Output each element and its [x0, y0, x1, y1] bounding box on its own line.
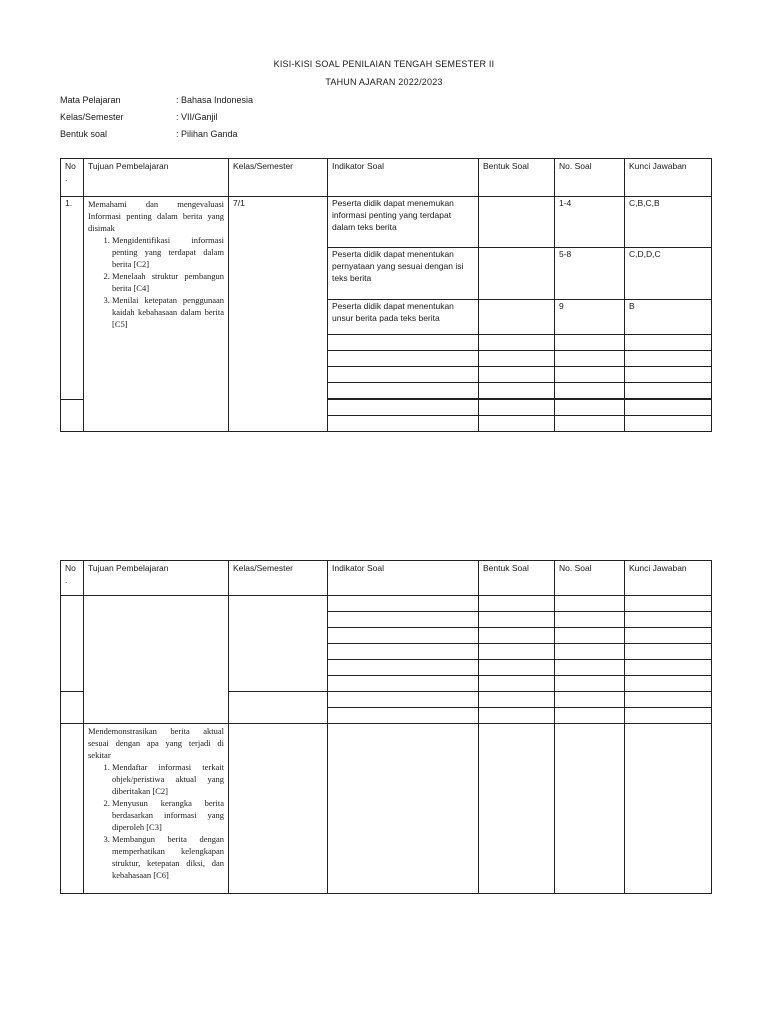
tujuan-list	[88, 761, 224, 881]
meta-label-class: Kelas/Semester	[60, 112, 124, 122]
meta-label-form: Bentuk soal	[60, 129, 108, 139]
tujuan-cell	[84, 724, 229, 894]
academic-year: TAHUN AJARAN 2022/2023	[325, 77, 443, 87]
header-kelas: Kelas/Semester	[229, 561, 328, 596]
meta-label-subject: Mata Pelajaran	[60, 95, 121, 105]
list-item: 3. Menilai ketepatan penggunaan kaidah kebahasaan dalam berita [C5]	[112, 294, 224, 330]
indikator-cell: Peserta didik dapat menentukan pernyataan yang sesuai dengan isi teks berita	[328, 248, 479, 300]
header-bentuk: Bentuk Soal	[479, 159, 555, 197]
tujuan-intro: Memahami dan mengevaluasi Informasi penting dalam berita yang disimak	[88, 199, 224, 233]
document-title: KISI-KISI SOAL PENILAIAN TENGAH SEMESTER II	[273, 59, 495, 69]
blueprint-table-1	[60, 158, 712, 432]
row-number: 1.	[61, 197, 84, 400]
header-no: No .	[61, 561, 84, 596]
kunci-cell: C,D,D,C	[625, 248, 712, 300]
bentuk-cell	[479, 300, 555, 335]
kunci-cell: C,B,C,B	[625, 197, 712, 248]
meta-value-class: : VII/Ganjil	[176, 112, 218, 122]
list-item: 2. Menyusun kerangka berita berdasarkan informasi yang diperoleh [C3]	[112, 797, 224, 833]
kelas-cell: 7/1	[229, 197, 328, 432]
header-tujuan: Tujuan Pembelajaran	[84, 159, 229, 197]
list-item: 1. Mengidentifikasi informasi penting yang terdapat dalam berita [C2]	[112, 234, 224, 270]
header-tujuan: Tujuan Pembelajaran	[84, 561, 229, 596]
header-kunci: Kunci Jawaban	[625, 159, 712, 197]
blueprint-table-2	[60, 560, 712, 894]
list-item: 3. Membangun berita dengan memperhatikan kelengkapan struktur, ketepatan diksi, dan kebahasaan [C6]	[112, 833, 224, 881]
meta-value-form: : Pilihan Ganda	[176, 129, 238, 139]
header-bentuk: Bentuk Soal	[479, 561, 555, 596]
header-indikator: Indikator Soal	[328, 159, 479, 197]
tujuan-list	[88, 234, 224, 330]
header-nosoal: No. Soal	[555, 561, 625, 596]
table-header-row	[61, 159, 712, 197]
meta-value-subject: : Bahasa Indonesia	[176, 95, 254, 105]
tujuan-cell	[84, 197, 229, 432]
kunci-cell: B	[625, 300, 712, 335]
list-item: 1. Mendaftar informasi terkait objek/peristiwa aktual yang diberitakan [C2]	[112, 761, 224, 797]
list-item: 2. Menelaah struktur pembangun berita [C4]	[112, 270, 224, 294]
header-no: No .	[61, 159, 84, 197]
header-kelas: Kelas/Semester	[229, 159, 328, 197]
table-row	[61, 197, 712, 248]
header-nosoal: No. Soal	[555, 159, 625, 197]
table-header-row	[61, 561, 712, 596]
header-indikator: Indikator Soal	[328, 561, 479, 596]
bentuk-cell	[479, 197, 555, 248]
nosoal-cell: 1-4	[555, 197, 625, 248]
bentuk-cell	[479, 248, 555, 300]
table-row	[61, 724, 712, 894]
header-kunci: Kunci Jawaban	[625, 561, 712, 596]
nosoal-cell: 9	[555, 300, 625, 335]
nosoal-cell: 5-8	[555, 248, 625, 300]
indikator-cell: Peserta didik dapat menentukan unsur berita pada teks berita	[328, 300, 479, 335]
indikator-cell: Peserta didik dapat menemukan informasi penting yang terdapat dalam teks berita	[328, 197, 479, 248]
table-row	[61, 596, 712, 612]
tujuan-intro: Mendemonstrasikan berita aktual sesuai dengan apa yang terjadi di sekitar	[88, 726, 224, 760]
